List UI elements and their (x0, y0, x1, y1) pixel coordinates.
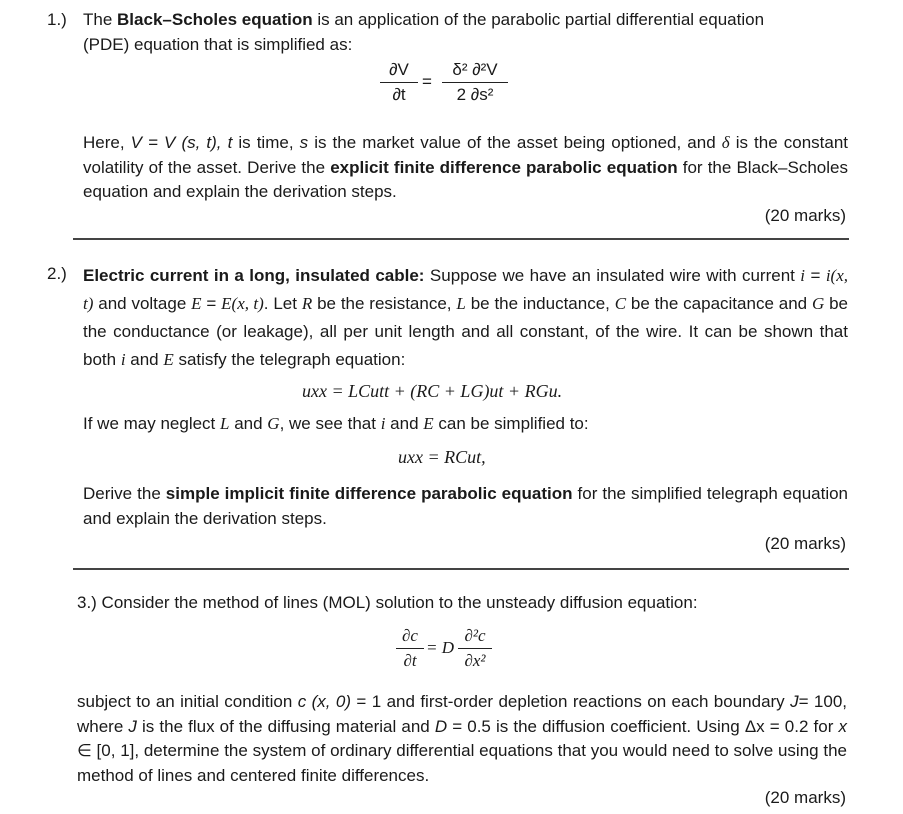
q2-paragraph-3: Derive the simple implicit finite difference parabolic equation for the simplified telegraph equation and explain the derivation steps. (83, 484, 849, 528)
q1-line2: (PDE) equation that is simplified as: (83, 35, 353, 54)
q3-eq-mid: = D (426, 638, 454, 657)
q3-eq-rhs: $\frac{\text{∂²c}}{\text{∂x²}}$ (458, 626, 492, 671)
q3-marks: (20 marks) (764, 788, 846, 807)
divider-2 (73, 568, 849, 570)
q1-eq-lhs: $\frac{\partial V}{\partial t}$ (380, 60, 418, 105)
divider-1 (73, 238, 849, 240)
q3-paragraph: subject to an initial condition c (x, 0) = 1 and first-order depletion reactions on each boundary J= 100, where J is the flux of the diffusing material and D = 0.5 is the diffusion coefficient. Using Δx = 0.2 for x ∈ [0, 1], determine the system of ordinary differential equations that you would need to solve using the method of lines and centered finite differences. (77, 692, 848, 785)
q1-marks: (20 marks) (764, 206, 846, 225)
q1-paragraph: Here, V = V (s, t), t is time, s is the market value of the asset being optioned, and δ is the constant volatility of the asset. Derive the explicit finite difference parabolic equation for the Black–Scholes equation and explain the derivation steps. (83, 133, 848, 201)
q1-number: 1.) (47, 10, 67, 29)
q2-paragraph-1: Electric current in a long, insulated cable: Suppose we have an insulated wire with current i = i(x, t) and voltage E = E(x, t). Let R be the resistance, L be the inductance, C be the capacitance and G be the conductance (or leakage), all per unit length and all constant, of the wire. It can be shown that both i and E satisfy the telegraph equation: (83, 266, 849, 369)
q1-line1: The Black–Scholes equation is an application of the parabolic partial differential equation (83, 10, 765, 29)
q3-line1: 3.) Consider the method of lines (MOL) solution to the unsteady diffusion equation: (77, 593, 698, 612)
q1-eq-rhs: $\frac{\text{δ² ∂²V}}{\text{2 ∂s²}}$ (442, 60, 508, 105)
q2-telegraph-equation: uxx = LCutt + (RC + LG)ut + RGu. (302, 381, 563, 401)
q2-paragraph-2: If we may neglect L and G, we see that i and E can be simplified to: (83, 414, 589, 433)
q2-marks: (20 marks) (764, 534, 846, 553)
q3-eq-lhs: $\frac{\partial c}{\partial t}$ (396, 626, 424, 671)
q1-title-bold: Black–Scholes equation (117, 10, 313, 29)
q2-number: 2.) (47, 264, 67, 283)
q2-simplified-equation: uxx = RCut, (398, 447, 486, 467)
q1-eq-equals: = (422, 72, 432, 91)
q2-bold-lead: Electric current in a long, insulated cable: (83, 266, 425, 285)
